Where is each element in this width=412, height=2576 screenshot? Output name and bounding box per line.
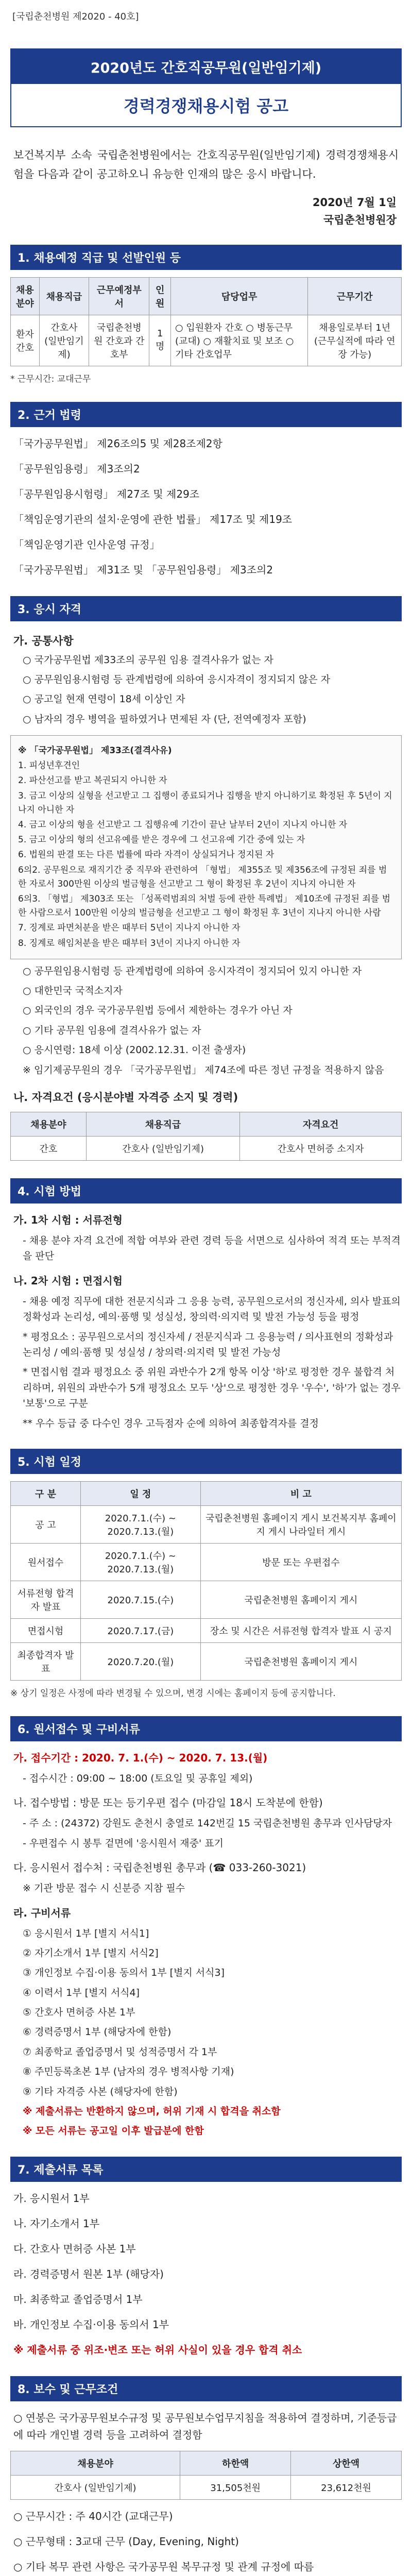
notice-line: 8. 징계로 해임처분을 받은 때부터 3년이 지나지 아니한 자 [18,938,241,948]
list-item: ○ 국가공무원법 제33조의 공무원 임용 결격사유가 없는 자 [23,654,273,666]
list-item: ② 자기소개서 1부 [별지 서식2] [23,1947,159,1959]
section-3-subtitle-2: 나. 자격요건 (응시분야별 자격증 소지 및 경력) [13,1091,238,1104]
notice-line: 1. 피성년후견인 [18,760,80,771]
table-cell: 국립춘천병원 간호과 간호부 [89,315,149,366]
notice-line: 7. 징계로 파면처분을 받은 때부터 5년이 지나지 아니한 자 [18,923,241,934]
list-item: ○ 남자의 경우 병역을 필하였거나 면제된 자 (단, 전역예정자 포함) [23,713,306,725]
schedule-table [10,1481,402,1681]
list-item: ○ 공무원임용시험령 등 관계법령에 의하여 응시자격이 정지되어 있지 아니한 자 [23,965,362,977]
list-item: ④ 이력서 1부 [별지 서식4] [23,1987,140,1998]
table-row [11,315,402,366]
list-item: - 접수시간 : 09:00 ~ 18:00 (토요일 및 공휴일 제외) [23,1772,253,1784]
announcement-page [10,0,402,2576]
table-cell: ○ 입원환자 간호 ○ 병동근무(교대) ○ 재활치료 및 보조 ○ 기타 간호업무 [170,315,307,366]
list-item: ○ 응시연령: 18세 이상 (2002.12.31. 이전 출생자) [23,1044,246,1056]
table-cell: 채용일로부터 1년 (근무실적에 따라 연장 가능) [308,315,402,366]
title-line-2: 경력경쟁채용시험 공고 [123,96,289,116]
list-item: ③ 개인정보 수집·이용 동의서 1부 [별지 서식3] [23,1967,225,1979]
table-header: 채용직급 [86,1112,239,1137]
table-header: 일 정 [81,1481,201,1505]
list-item: 가. 1차 시험 : 서류전형 [13,1214,123,1227]
table-cell: 간호사 (일반임기제) [11,2475,180,2499]
list-item: 「공무원임용령」 제3조의2 [13,462,140,475]
list-item: ⑤ 간호사 면허증 사본 1부 [23,2007,135,2019]
list-item: - 우편접수 시 봉투 겉면에 '응시원서 재중' 표기 [23,1837,224,1849]
list-item: 라. 경력증명서 원본 1부 (해당자) [13,2267,164,2280]
table-cell: 23,612천원 [291,2475,402,2499]
section-8-title: 8. 보수 및 근무조건 [10,2376,402,2401]
list-item: ① 응시원서 1부 [별지 서식1] [23,1927,149,1939]
notice-line: 6의3. 「형법」 제303조 또는 「성폭력범죄의 처벌 등에 관한 특례법」 제10조에 규정된 죄를 범한 사람으로서 100만원 이상의 벌금형을 선고받고 그 형이 확정된 후 3년이 지나지 아니한 사람 [18,893,391,919]
notice-line: 5. 금고 이상의 형의 선고유예를 받은 경우에 그 선고유예 기간 중에 있는 자 [18,835,305,845]
list-item: ⑨ 기타 자격증 사본 (해당자에 한함) [23,2086,178,2097]
table-cell: 서류전형 합격자 발표 [11,1581,81,1618]
announcement-org: 국립춘천병원장 [323,213,397,226]
table-row [11,1505,402,1543]
list-item: ⑧ 주민등록초본 1부 (남자의 경우 병적사항 기재) [23,2066,234,2078]
section-4-title: 4. 시험 방법 [10,1178,402,1204]
section-1-note: * 근무시간: 교대근무 [10,374,91,384]
table-header: 인원 [149,277,171,315]
list-item: 나. 2차 시험 : 면접시험 [13,1274,123,1287]
list-item: 「책임운영기관 인사운영 규정」 [13,538,160,551]
list-item: ※ 제출서류 중 위조·변조 또는 허위 사실이 있을 경우 합격 취소 [13,2343,302,2356]
table-cell: 방문 또는 우편접수 [200,1543,401,1581]
list-item: 가. 응시원서 1부 [13,2192,90,2205]
notice-line: 2. 파산선고를 받고 복권되지 아니한 자 [18,775,167,786]
list-item: ※ 기관 방문 접수 시 신분증 지참 필수 [23,1883,185,1894]
title-line-1: 2020년도 간호직공무원(일반임기제) [11,49,401,84]
section-6-title: 6. 원서접수 및 구비서류 [10,1716,402,1741]
notice-line: ※ 「국가공무원법」 제33조(결격사유) [18,745,172,756]
table-header: 채용직급 [39,277,89,315]
table-cell: 2020.7.20.(월) [81,1642,201,1680]
notice-line: 4. 금고 이상의 형을 선고받고 그 집행유예 기간이 끝난 날부터 2년이 지나지 아니한 자 [18,820,348,830]
list-item: 「공무원임용시험령」 제27조 및 제29조 [13,487,200,500]
table-header: 자격요건 [240,1112,402,1137]
table-cell: 간호사 (일반임기제) [86,1137,239,1161]
table-row [11,1618,402,1642]
table-header: 담당업무 [170,277,307,315]
table-cell: 환자간호 [11,315,40,366]
list-item: ○ 공무원임용시험령 등 관계법령에 의하여 응시자격이 정지되지 않은 자 [23,673,331,685]
section-3-subtitle: 가. 공통사항 [13,634,74,647]
section-1-table [10,277,402,366]
list-item: ○ 대한민국 국적소지자 [23,985,123,997]
table-header: 하한액 [180,2451,291,2475]
table-cell: 장소 및 시간은 서류전형 합격자 발표 시 공지 [200,1618,401,1642]
table-row [11,1543,402,1581]
list-item: ** 우수 등급 중 다수인 경우 고득점자 순에 의하여 최종합격자를 결정 [23,1417,319,1429]
section-3-title: 3. 응시 자격 [10,596,402,621]
list-item: ○ 기타 공무원 임용에 결격사유가 없는 자 [23,1024,201,1036]
list-item: ○ 공고일 현재 연령이 18세 이상인 자 [23,693,185,705]
table-header: 근무기간 [308,277,402,315]
table-header: 채용분야 [11,1112,87,1137]
list-item: 다. 간호사 면허증 사본 1부 [13,2242,136,2255]
table-cell: 2020.7.1.(수) ~ 2020.7.13.(월) [81,1505,201,1543]
table-cell: 국립춘천병원 홈페이지 게시 [200,1642,401,1680]
list-item: - 주 소 : (24372) 강원도 춘천시 충열로 142번길 15 국립춘천병원 총무과 인사담당자 [23,1818,392,1829]
section-5-title: 5. 시험 일정 [10,1449,402,1474]
table-cell: 간호 [11,1137,87,1161]
table-cell: 원서접수 [11,1543,81,1581]
list-item: - 채용 분야 자격 요건에 적합 여부와 관련 경력 등을 서면으로 심사하여 적격 또는 부적격을 판단 [23,1235,401,1262]
salary-table [10,2451,402,2500]
disqualification-notice [10,735,402,959]
list-item: ※ 제출서류는 반환하지 않으며, 허위 기재 시 합격을 취소함 [23,2106,281,2117]
list-item: 다. 응시원서 접수처 : 국립춘천병원 총무과 (☎ 033-260-3021) [13,1861,306,1874]
table-header: 채용분야 [11,2451,180,2475]
section-5-note: ※ 상기 일정은 사정에 따라 변경될 수 있으며, 변경 시에는 홈페이지 등에 공지합니다. [10,1688,336,1699]
list-item: ○ 외국인의 경우 국가공무원법 등에서 제한하는 경우가 아닌 자 [23,1005,293,1016]
table-header: 비 고 [200,1481,401,1505]
table-header: 채용분야 [11,277,40,315]
list-item: - 채용 예정 직무에 대한 전문지식과 그 응용 능력, 공무원으로서의 정신자세, 의사 발표의 정확성과 논리성, 예의·품행 및 성실성, 창의력·의지력 및 발전 가능성 등을 평정 [23,1295,401,1323]
table-cell: 국립춘천병원 홈페이지 게시 보건복지부 홈페이지 게시 나라일터 게시 [200,1505,401,1543]
table-row [11,1581,402,1618]
table-cell: 2020.7.1.(수) ~ 2020.7.13.(월) [81,1543,201,1581]
table-cell: 국립춘천병원 홈페이지 게시 [200,1581,401,1618]
table-cell: 면접시험 [11,1618,81,1642]
qualification-table [10,1112,402,1161]
notice-line: 6. 법원의 판결 또는 다른 법률에 따라 자격이 상실되거나 정지된 자 [18,850,274,860]
table-cell: 1명 [149,315,171,366]
list-item: 나. 접수방법 : 방문 또는 등기우편 접수 (마감일 18시 도착분에 한함) [13,1797,323,1809]
list-item: ⑦ 최종학교 졸업증명서 및 성적증명서 각 1부 [23,2046,217,2058]
list-item: ○ 기타 복무 관련 사항은 국가공무원 복무규정 및 관계 규정에 따름 [13,2560,314,2573]
title-block [10,48,402,127]
list-item: ⑥ 경력증명서 1부 (해당자에 한함) [23,2026,171,2038]
list-item: * 평정요소 : 공무원으로서의 정신자세 / 전문지식과 그 응용능력 / 의사표현의 정확성과 논리성 / 예의·품행 및 성실성 / 창의력·의지력 및 발전 가능성 [23,1331,393,1358]
list-item: 바. 개인정보 수집·이용 동의서 1부 [13,2318,169,2331]
list-item: 가. 접수기간 : 2020. 7. 1.(수) ~ 2020. 7. 13.(월) [13,1751,268,1764]
table-header: 근무예정부서 [89,277,149,315]
notice-line: 3. 금고 이상의 실형을 선고받고 그 집행이 종료되거나 집행을 받지 아니하기로 확정된 후 5년이 지나지 아니한 자 [18,790,392,815]
list-item: 나. 자기소개서 1부 [13,2217,100,2230]
table-header: 구 분 [11,1481,81,1505]
list-item: * 면접시험 결과 평정요소 중 위원 과반수가 2개 항목 이상 '하'로 평정한 경우 불합격 처리하며, 위원의 과반수가 5개 평정요소 모두 '상'으로 평정한 경우 '우수', '하'가 없는 경우 '보통'으로 구분 [23,1366,401,1410]
document-number: [국립춘천병원 제2020 - 40호] [12,11,139,22]
list-item: 「국가공무원법」 제31조 및 「공무원임용령」 제3조의2 [13,563,273,576]
list-item: 마. 최종학교 졸업증명서 1부 [13,2293,143,2306]
intro-text: 보건복지부 소속 국립춘천병원에서는 간호직공무원(일반임기제) 경력경쟁채용시험을 다음과 같이 공고하오니 유능한 인재의 많은 응시 바랍니다. [13,149,399,180]
list-item: ○ 근무형태 : 3교대 근무 (Day, Evening, Night) [13,2535,239,2548]
table-row [11,1137,402,1161]
notice-line: 6의2. 공무원으로 재직기간 중 직무와 관련하여 「형법」 제355조 및 제356조에 규정된 죄를 범한 자로서 300만원 이상의 벌금형을 선고받고 그 형이 확정된 후 2년이 지나지 아니한 자 [18,865,387,889]
section-2-title: 2. 근거 법령 [10,402,402,427]
list-item: ※ 모든 서류는 공고일 이후 발급분에 한함 [23,2125,204,2137]
table-cell: 간호사 (일반임기제) [39,315,89,366]
list-item: 라. 구비서류 [13,1906,71,1919]
list-item: 「책임운영기관의 설치·운영에 관한 법률」 제17조 및 제19조 [13,513,293,526]
table-cell: 2020.7.15.(수) [81,1581,201,1618]
list-item: ※ 임기제공무원의 경우 「국가공무원법」 제74조에 따른 정년 규정을 적용하지 않음 [23,1064,384,1076]
salary-text: ○ 연봉은 국가공무원보수규정 및 공무원보수업무지침을 적용하여 결정하며, 기준등급에 따라 개인별 경력 등을 고려하여 결정함 [13,2411,397,2441]
table-row [11,1642,402,1680]
section-1-title: 1. 채용예정 직급 및 선발인원 등 [10,245,402,270]
table-header: 상한액 [291,2451,402,2475]
table-cell: 2020.7.17.(금) [81,1618,201,1642]
table-cell: 최종합격자 발표 [11,1642,81,1680]
table-row [11,2475,402,2499]
list-item: 「국가공무원법」 제26조의5 및 제28조제2항 [13,437,222,450]
list-item: ○ 근무시간 : 주 40시간 (교대근무) [13,2510,173,2522]
table-cell: 공 고 [11,1505,81,1543]
announcement-date: 2020년 7월 1일 [312,196,397,209]
table-cell: 간호사 면허증 소지자 [240,1137,402,1161]
table-cell: 31,505천원 [180,2475,291,2499]
section-7-title: 7. 제출서류 목록 [10,2157,402,2182]
